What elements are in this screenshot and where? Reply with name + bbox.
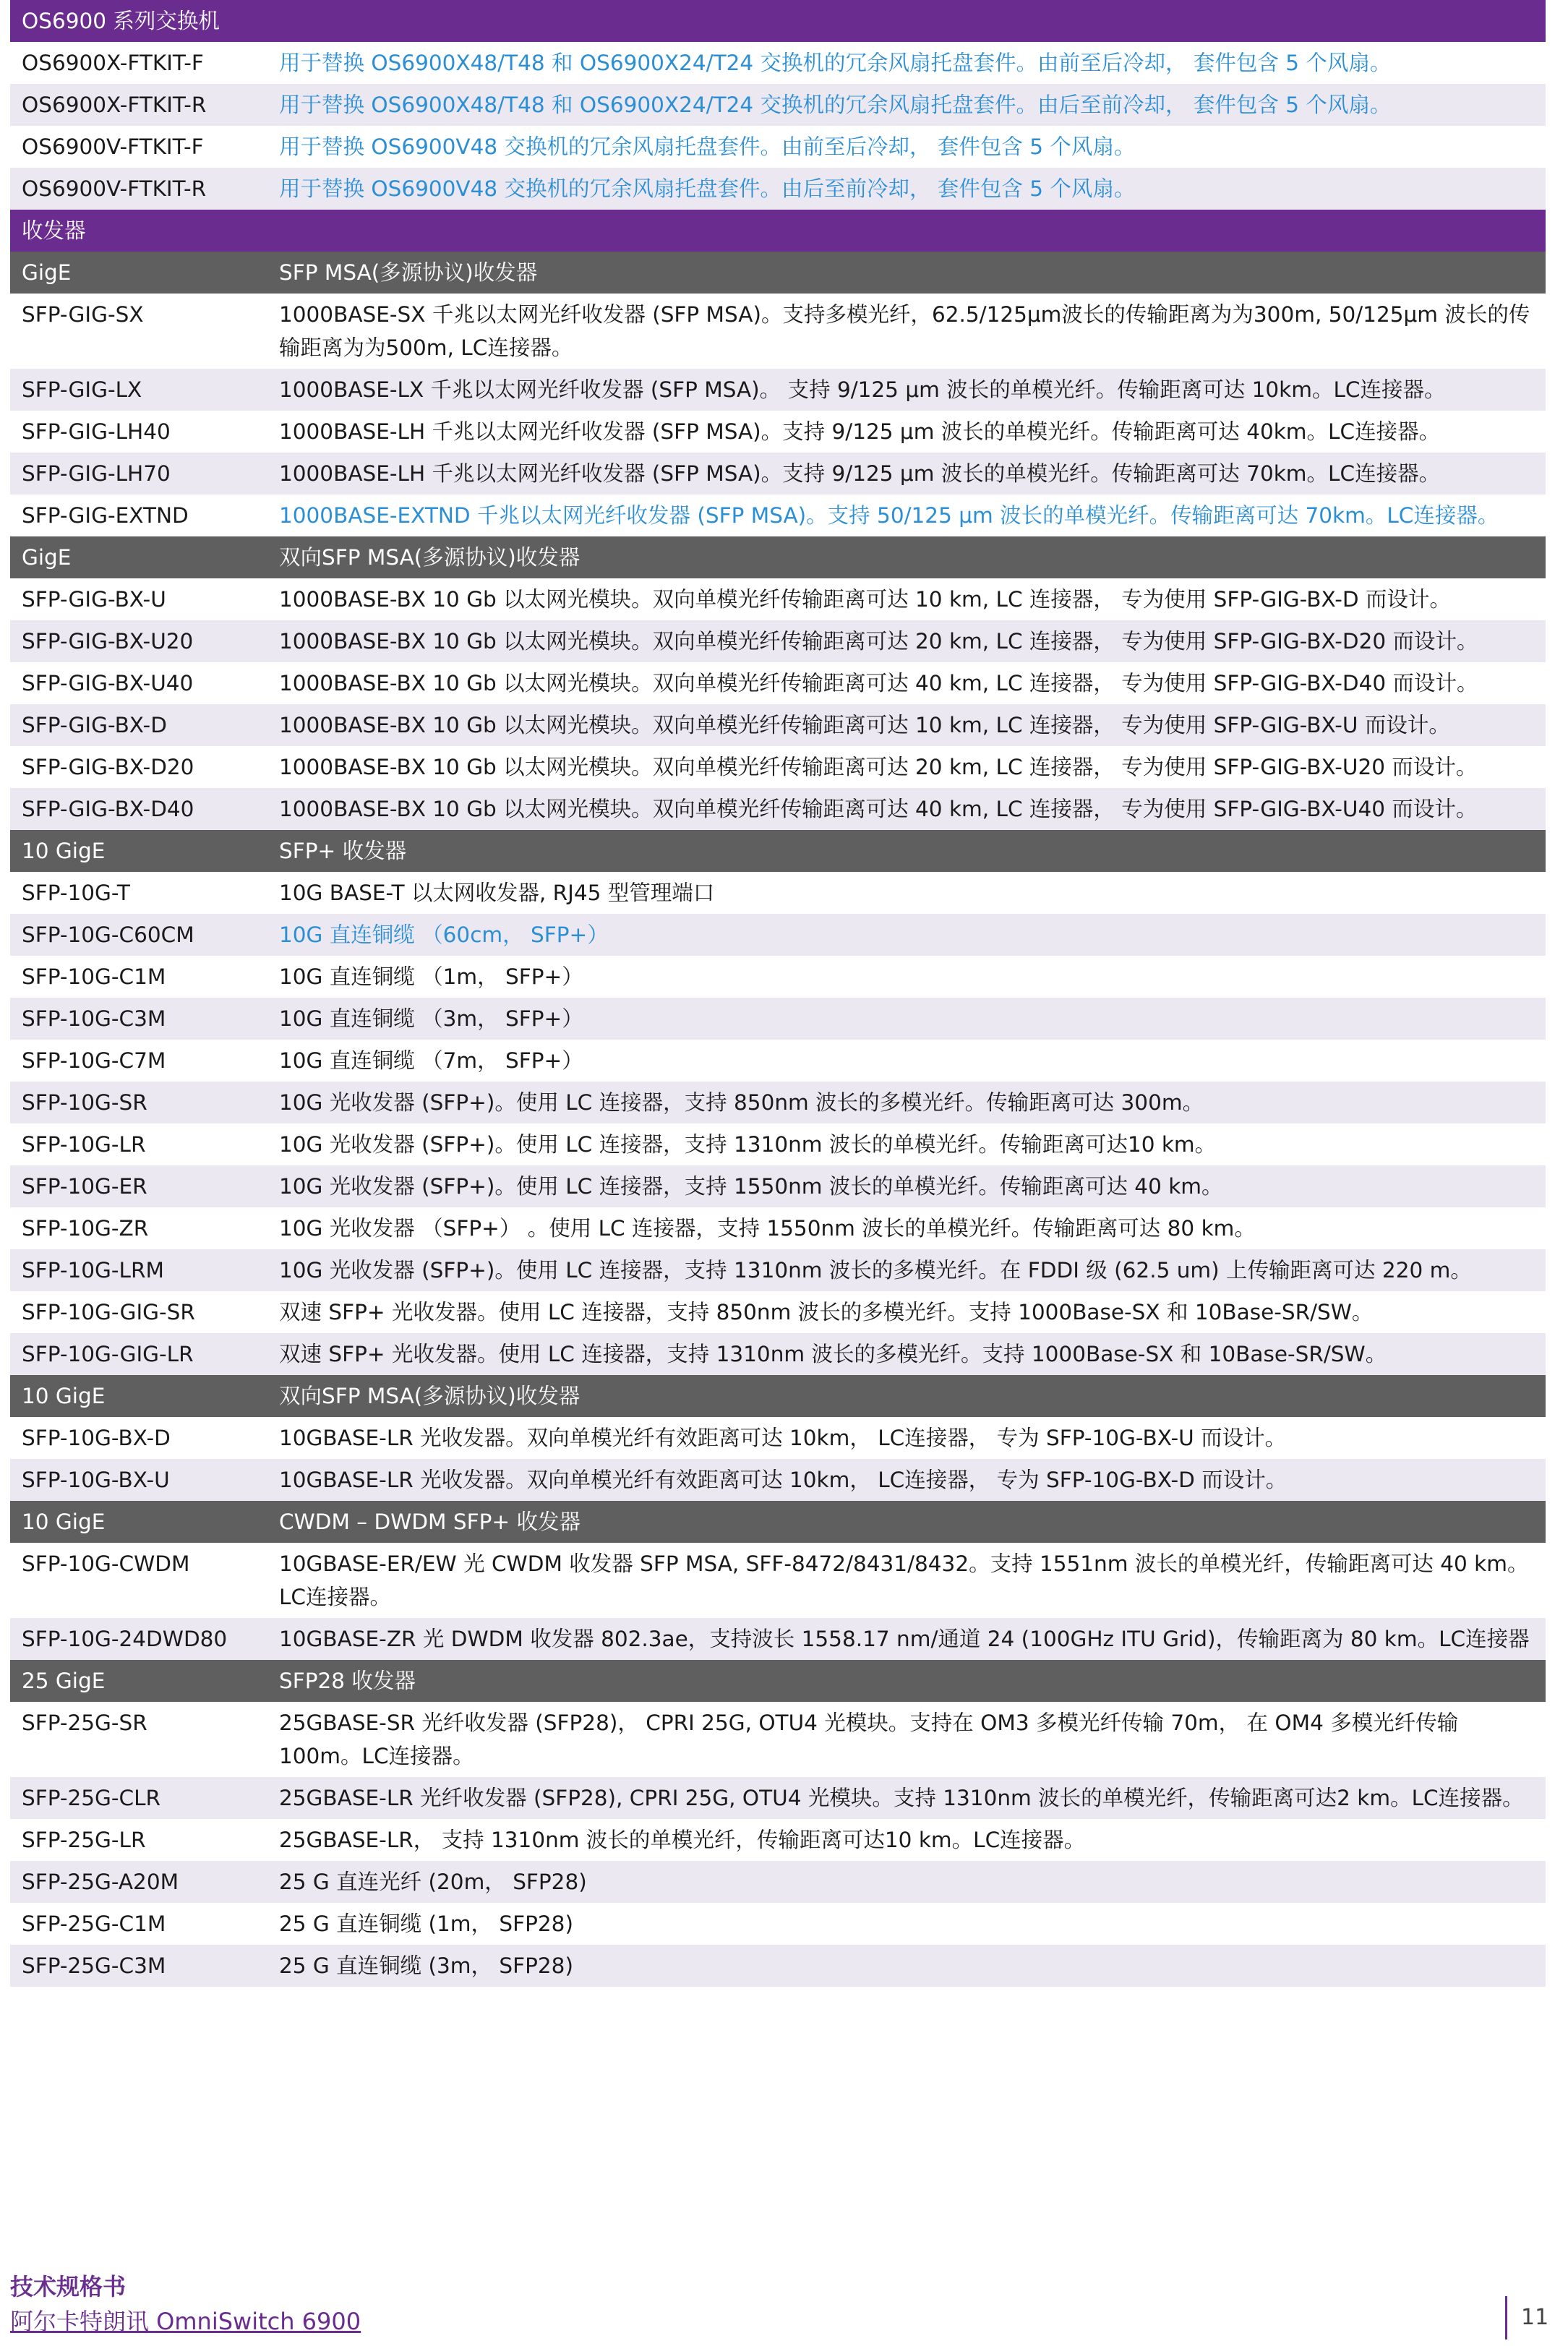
- part-number-cell: SFP-10G-T: [10, 872, 267, 914]
- table-row: [10, 1040, 1546, 1082]
- table-row: [10, 495, 1546, 536]
- table-row: [10, 1165, 1546, 1207]
- description-cell: 1000BASE-LX 千兆以太网光纤收发器 (SFP MSA)。 支持 9/125 μm 波长的单模光纤。传输距离可达 10km。LC连接器。: [267, 369, 1546, 411]
- part-number-cell: OS6900V-FTKIT-R: [10, 168, 267, 210]
- part-number-cell: SFP-10G-SR: [10, 1082, 267, 1123]
- part-number-cell: SFP-GIG-LH70: [10, 453, 267, 495]
- header-label-cell: 25 GigE: [10, 1660, 267, 1702]
- page-number: 11: [1521, 2305, 1549, 2330]
- table-row: [10, 1819, 1546, 1861]
- section-header-row: [10, 210, 1546, 252]
- table-row: [10, 1291, 1546, 1333]
- table-row: [10, 84, 1546, 126]
- header-description-cell: [267, 0, 1546, 42]
- header-description-cell: [267, 210, 1546, 252]
- table-row: [10, 126, 1546, 168]
- part-number-cell: SFP-GIG-LH40: [10, 411, 267, 453]
- part-number-cell: SFP-GIG-BX-D20: [10, 746, 267, 788]
- part-number-cell: SFP-10G-LRM: [10, 1249, 267, 1291]
- subheader-row: [10, 1501, 1546, 1543]
- description-cell: 25GBASE-LR， 支持 1310nm 波长的单模光纤，传输距离可达10 km。LC连接器。: [267, 1819, 1546, 1861]
- description-cell: 双速 SFP+ 光收发器。使用 LC 连接器，支持 1310nm 波长的多模光纤。支持 1000Base-SX 和 10Base-SR/SW。: [267, 1333, 1546, 1375]
- part-number-cell: SFP-10G-C60CM: [10, 914, 267, 956]
- description-cell: 25 G 直连铜缆 (3m， SFP28): [267, 1945, 1546, 1987]
- description-cell: 1000BASE-BX 10 Gb 以太网光模块。双向单模光纤传输距离可达 40 km, LC 连接器， 专为使用 SFP-GIG-BX-U40 而设计。: [267, 788, 1546, 830]
- table-row: [10, 662, 1546, 704]
- table-row: [10, 1903, 1546, 1945]
- part-number-cell: SFP-25G-C3M: [10, 1945, 267, 1987]
- table-row: [10, 578, 1546, 620]
- description-cell: 1000BASE-LH 千兆以太网光纤收发器 (SFP MSA)。支持 9/125 μm 波长的单模光纤。传输距离可达 40km。LC连接器。: [267, 411, 1546, 453]
- part-number-cell: SFP-10G-ZR: [10, 1207, 267, 1249]
- description-cell: 10G 直连铜缆 （60cm， SFP+）: [267, 914, 1546, 956]
- header-description-cell: 双向SFP MSA(多源协议)收发器: [267, 536, 1546, 578]
- table-row: [10, 453, 1546, 495]
- table-row: [10, 42, 1546, 84]
- table-row: [10, 1417, 1546, 1459]
- spec-table: [10, 0, 1546, 1987]
- table-row: [10, 746, 1546, 788]
- description-cell: 10GBASE-ZR 光 DWDM 收发器 802.3ae，支持波长 1558.17 nm/通道 24 (100GHz ITU Grid)，传输距离为 80 km。LC连接器: [267, 1618, 1546, 1660]
- header-label-cell: 10 GigE: [10, 830, 267, 872]
- table-row: [10, 1777, 1546, 1819]
- header-label-cell: 10 GigE: [10, 1501, 267, 1543]
- part-number-cell: OS6900V-FTKIT-F: [10, 126, 267, 168]
- part-number-cell: SFP-10G-GIG-SR: [10, 1291, 267, 1333]
- table-row: [10, 1618, 1546, 1660]
- table-row: [10, 788, 1546, 830]
- part-number-cell: SFP-GIG-LX: [10, 369, 267, 411]
- description-cell: 10G 光收发器 (SFP+)。使用 LC 连接器，支持 850nm 波长的多模光纤。传输距离可达 300m。: [267, 1082, 1546, 1123]
- description-cell: 1000BASE-SX 千兆以太网光纤收发器 (SFP MSA)。支持多模光纤，62.5/125μm波长的传输距离为为300m, 50/125μm 波长的传输距离为为500m, LC连接器。: [267, 294, 1546, 369]
- header-description-cell: SFP28 收发器: [267, 1660, 1546, 1702]
- footer-doc-title: 技术规格书: [10, 2273, 127, 2300]
- table-row: [10, 1945, 1546, 1987]
- part-number-cell: SFP-10G-BX-D: [10, 1417, 267, 1459]
- part-number-cell: SFP-GIG-BX-U40: [10, 662, 267, 704]
- description-cell: 10GBASE-LR 光收发器。双向单模光纤有效距离可达 10km， LC连接器， 专为 SFP-10G-BX-U 而设计。: [267, 1417, 1546, 1459]
- spec-table-body: [10, 0, 1546, 1987]
- part-number-cell: SFP-GIG-BX-D: [10, 704, 267, 746]
- table-row: [10, 1861, 1546, 1903]
- description-cell: 10GBASE-LR 光收发器。双向单模光纤有效距离可达 10km， LC连接器， 专为 SFP-10G-BX-D 而设计。: [267, 1459, 1546, 1501]
- description-cell: 1000BASE-LH 千兆以太网光纤收发器 (SFP MSA)。支持 9/125 μm 波长的单模光纤。传输距离可达 70km。LC连接器。: [267, 453, 1546, 495]
- section-header-row: [10, 0, 1546, 42]
- table-row: [10, 1123, 1546, 1165]
- part-number-cell: SFP-25G-LR: [10, 1819, 267, 1861]
- part-number-cell: SFP-10G-CWDM: [10, 1543, 267, 1618]
- description-cell: 25GBASE-LR 光纤收发器 (SFP28), CPRI 25G, OTU4 光模块。支持 1310nm 波长的单模光纤，传输距离可达2 km。LC连接器。: [267, 1777, 1546, 1819]
- table-row: [10, 369, 1546, 411]
- part-number-cell: SFP-GIG-BX-U: [10, 578, 267, 620]
- description-cell: 1000BASE-BX 10 Gb 以太网光模块。双向单模光纤传输距离可达 10 km, LC 连接器， 专为使用 SFP-GIG-BX-D 而设计。: [267, 578, 1546, 620]
- description-cell: 用于替换 OS6900X48/T48 和 OS6900X24/T24 交换机的冗余风扇托盘套件。由前至后冷却， 套件包含 5 个风扇。: [267, 42, 1546, 84]
- part-number-cell: SFP-10G-C7M: [10, 1040, 267, 1082]
- subheader-row: [10, 536, 1546, 578]
- header-label-cell: 10 GigE: [10, 1375, 267, 1417]
- description-cell: 10GBASE-ER/EW 光 CWDM 收发器 SFP MSA, SFF-8472/8431/8432。支持 1551nm 波长的单模光纤，传输距离可达 40 km。LC连接器。: [267, 1543, 1546, 1618]
- description-cell: 25 G 直连光纤 (20m， SFP28): [267, 1861, 1546, 1903]
- description-cell: 双速 SFP+ 光收发器。使用 LC 连接器，支持 850nm 波长的多模光纤。支持 1000Base-SX 和 10Base-SR/SW。: [267, 1291, 1546, 1333]
- part-number-cell: SFP-10G-24DWD80: [10, 1618, 267, 1660]
- description-cell: 10G 光收发器 (SFP+)。使用 LC 连接器，支持 1310nm 波长的单模光纤。传输距离可达10 km。: [267, 1123, 1546, 1165]
- table-row: [10, 704, 1546, 746]
- description-cell: 10G 光收发器 （SFP+） 。使用 LC 连接器，支持 1550nm 波长的单模光纤。传输距离可达 80 km。: [267, 1207, 1546, 1249]
- part-number-cell: SFP-10G-C3M: [10, 998, 267, 1040]
- part-number-cell: SFP-GIG-EXTND: [10, 495, 267, 536]
- table-row: [10, 1702, 1546, 1777]
- header-label-cell: GigE: [10, 252, 267, 294]
- footer-divider: [1505, 2296, 1507, 2339]
- table-row: [10, 1459, 1546, 1501]
- part-number-cell: SFP-25G-C1M: [10, 1903, 267, 1945]
- part-number-cell: SFP-GIG-BX-D40: [10, 788, 267, 830]
- part-number-cell: SFP-25G-SR: [10, 1702, 267, 1777]
- header-description-cell: SFP+ 收发器: [267, 830, 1546, 872]
- header-label-cell: OS6900 系列交换机: [10, 0, 267, 42]
- part-number-cell: SFP-GIG-BX-U20: [10, 620, 267, 662]
- description-cell: 25GBASE-SR 光纤收发器 (SFP28)， CPRI 25G, OTU4 光模块。支持在 OM3 多模光纤传输 70m， 在 OM4 多模光纤传输 100m。LC连接器。: [267, 1702, 1546, 1777]
- description-cell: 10G 直连铜缆 （1m， SFP+）: [267, 956, 1546, 998]
- table-row: [10, 914, 1546, 956]
- part-number-cell: SFP-10G-BX-U: [10, 1459, 267, 1501]
- table-row: [10, 168, 1546, 210]
- part-number-cell: SFP-25G-A20M: [10, 1861, 267, 1903]
- table-row: [10, 1207, 1546, 1249]
- description-cell: 1000BASE-BX 10 Gb 以太网光模块。双向单模光纤传输距离可达 20 km, LC 连接器， 专为使用 SFP-GIG-BX-D20 而设计。: [267, 620, 1546, 662]
- header-description-cell: SFP MSA(多源协议)收发器: [267, 252, 1546, 294]
- part-number-cell: OS6900X-FTKIT-R: [10, 84, 267, 126]
- table-row: [10, 620, 1546, 662]
- header-label-cell: 收发器: [10, 210, 267, 252]
- header-description-cell: CWDM – DWDM SFP+ 收发器: [267, 1501, 1546, 1543]
- table-row: [10, 1249, 1546, 1291]
- subheader-row: [10, 252, 1546, 294]
- description-cell: 25 G 直连铜缆 (1m， SFP28): [267, 1903, 1546, 1945]
- table-row: [10, 1333, 1546, 1375]
- description-cell: 10G 直连铜缆 （3m， SFP+）: [267, 998, 1546, 1040]
- part-number-cell: SFP-10G-GIG-LR: [10, 1333, 267, 1375]
- footer-product-link[interactable]: 阿尔卡特朗讯 OmniSwitch 6900: [10, 2308, 361, 2335]
- part-number-cell: SFP-10G-ER: [10, 1165, 267, 1207]
- table-row: [10, 1082, 1546, 1123]
- subheader-row: [10, 830, 1546, 872]
- header-description-cell: 双向SFP MSA(多源协议)收发器: [267, 1375, 1546, 1417]
- subheader-row: [10, 1375, 1546, 1417]
- table-row: [10, 872, 1546, 914]
- table-row: [10, 1543, 1546, 1618]
- table-row: [10, 956, 1546, 998]
- header-label-cell: GigE: [10, 536, 267, 578]
- description-cell: 10G 光收发器 (SFP+)。使用 LC 连接器，支持 1550nm 波长的单模光纤。传输距离可达 40 km。: [267, 1165, 1546, 1207]
- part-number-cell: SFP-10G-C1M: [10, 956, 267, 998]
- table-row: [10, 411, 1546, 453]
- description-cell: 1000BASE-BX 10 Gb 以太网光模块。双向单模光纤传输距离可达 40 km, LC 连接器， 专为使用 SFP-GIG-BX-D40 而设计。: [267, 662, 1546, 704]
- part-number-cell: OS6900X-FTKIT-F: [10, 42, 267, 84]
- subheader-row: [10, 1660, 1546, 1702]
- description-cell: 1000BASE-BX 10 Gb 以太网光模块。双向单模光纤传输距离可达 10 km, LC 连接器， 专为使用 SFP-GIG-BX-U 而设计。: [267, 704, 1546, 746]
- description-cell: 10G BASE-T 以太网收发器, RJ45 型管理端口: [267, 872, 1546, 914]
- part-number-cell: SFP-GIG-SX: [10, 294, 267, 369]
- part-number-cell: SFP-25G-CLR: [10, 1777, 267, 1819]
- description-cell: 10G 直连铜缆 （7m， SFP+）: [267, 1040, 1546, 1082]
- table-row: [10, 294, 1546, 369]
- description-cell: 1000BASE-BX 10 Gb 以太网光模块。双向单模光纤传输距离可达 20 km, LC 连接器， 专为使用 SFP-GIG-BX-U20 而设计。: [267, 746, 1546, 788]
- description-cell: 用于替换 OS6900X48/T48 和 OS6900X24/T24 交换机的冗余风扇托盘套件。由后至前冷却， 套件包含 5 个风扇。: [267, 84, 1546, 126]
- description-cell: 用于替换 OS6900V48 交换机的冗余风扇托盘套件。由前至后冷却， 套件包含 5 个风扇。: [267, 126, 1546, 168]
- description-cell: 1000BASE-EXTND 千兆以太网光纤收发器 (SFP MSA)。支持 50/125 μm 波长的单模光纤。传输距离可达 70km。LC连接器。: [267, 495, 1546, 536]
- description-cell: 10G 光收发器 (SFP+)。使用 LC 连接器，支持 1310nm 波长的多模光纤。在 FDDI 级 (62.5 um) 上传输距离可达 220 m。: [267, 1249, 1546, 1291]
- table-row: [10, 998, 1546, 1040]
- part-number-cell: SFP-10G-LR: [10, 1123, 267, 1165]
- description-cell: 用于替换 OS6900V48 交换机的冗余风扇托盘套件。由后至前冷却， 套件包含 5 个风扇。: [267, 168, 1546, 210]
